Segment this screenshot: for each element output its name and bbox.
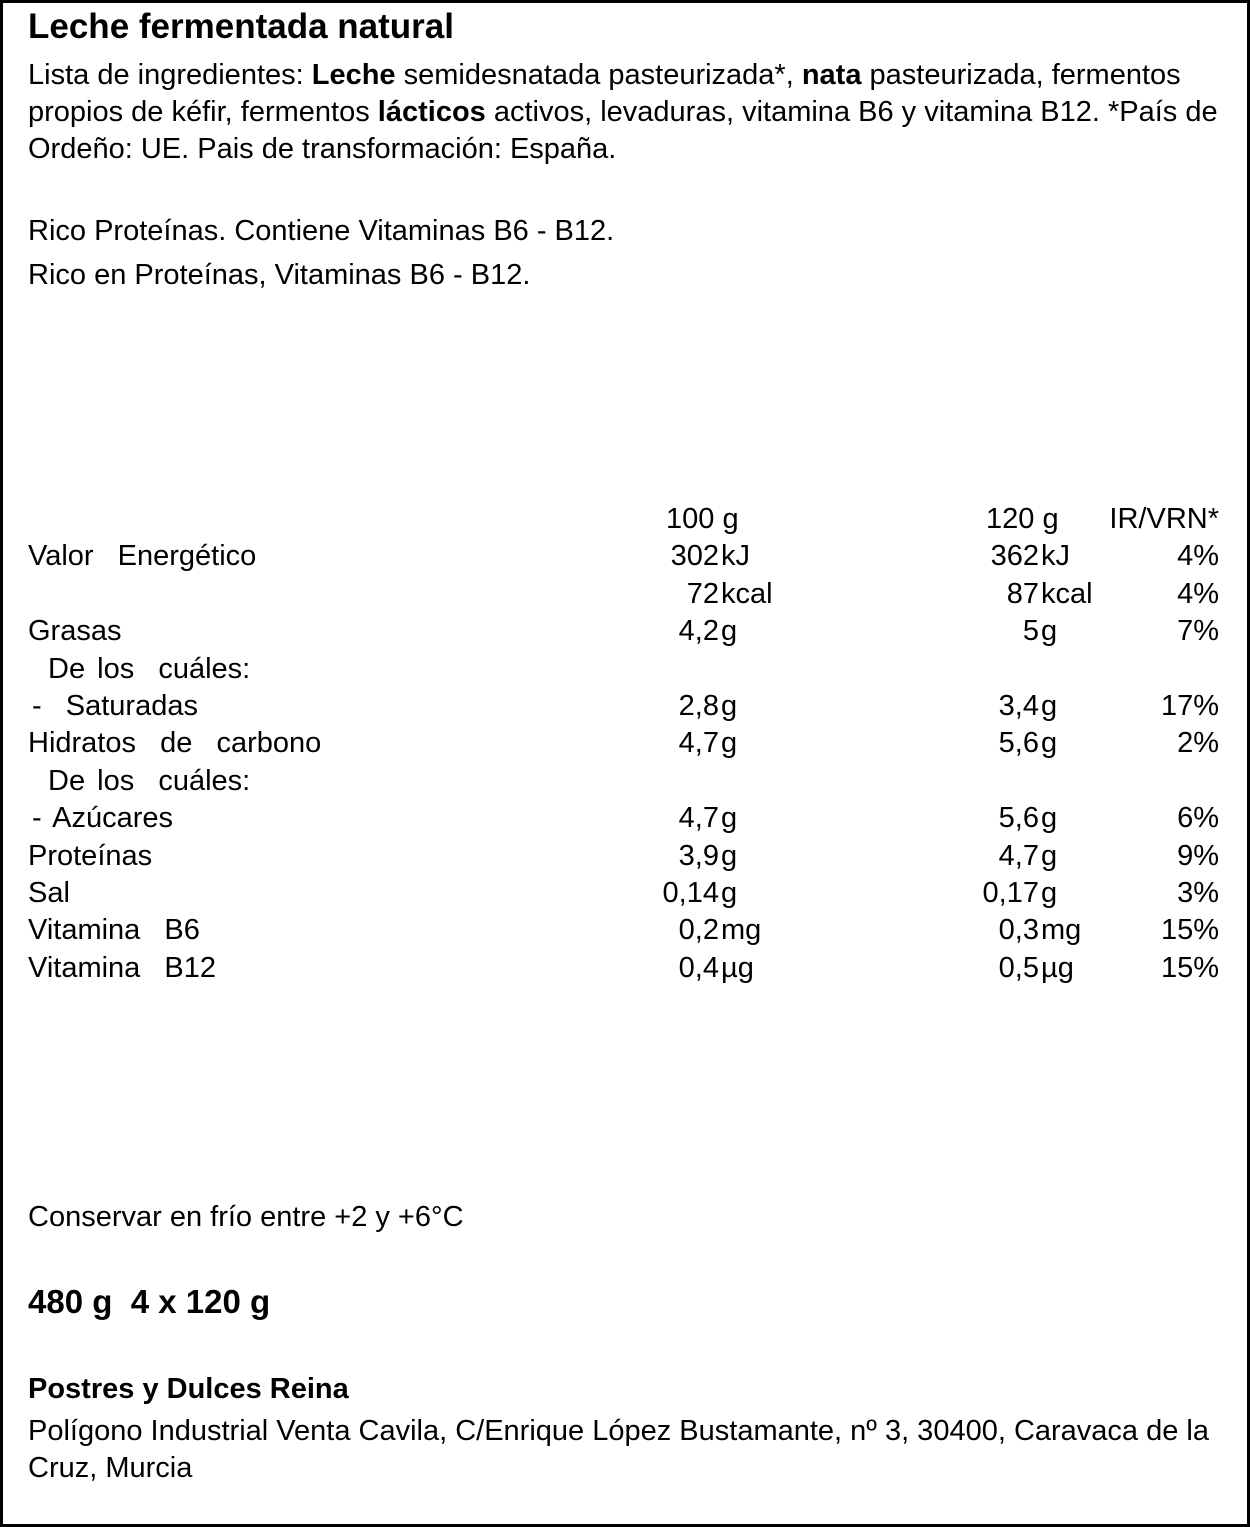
value-per-120g: 3,4 bbox=[998, 689, 1039, 722]
value-per-120g: 5,6 bbox=[998, 727, 1039, 760]
ir-vrn-percent: 15% bbox=[1160, 951, 1219, 984]
value-per-120g: 362 bbox=[990, 540, 1039, 573]
ir-vrn-percent: 4% bbox=[1177, 577, 1219, 610]
unit-per-120g: g bbox=[1041, 727, 1058, 760]
unit-per-120g: g bbox=[1041, 615, 1058, 648]
unit-per-100g: g bbox=[721, 802, 738, 835]
value-per-100g: 0,14 bbox=[662, 876, 719, 909]
ir-vrn-percent: 6% bbox=[1177, 802, 1219, 835]
unit-per-100g: g bbox=[721, 615, 738, 648]
unit-per-100g: g bbox=[721, 876, 738, 909]
value-per-100g: 3,9 bbox=[678, 839, 719, 872]
product-title: Leche fermentada natural bbox=[28, 7, 454, 46]
value-per-120g: 0,3 bbox=[998, 914, 1039, 947]
unit-per-120g: mg bbox=[1041, 914, 1082, 947]
ir-vrn-percent: 3% bbox=[1177, 876, 1219, 909]
unit-per-120g: kJ bbox=[1041, 540, 1070, 573]
nutrition-row bbox=[3, 688, 1250, 725]
ingredient-allergen: lácticos bbox=[377, 96, 486, 128]
nutrition-row bbox=[3, 651, 1250, 688]
value-per-100g: 4,7 bbox=[678, 802, 719, 835]
ingredient-text: Lista de ingredientes: bbox=[28, 59, 312, 91]
nutrient-name: Sal bbox=[28, 876, 70, 909]
header-per-120g: 120 g bbox=[986, 503, 1059, 535]
ingredient-text: activos, levaduras, vitamina B6 y vitamina B12. *País de Ordeño: UE. Pais de transformación: España. bbox=[28, 96, 1218, 165]
ingredient-allergen: Leche bbox=[311, 59, 396, 91]
unit-per-100g: g bbox=[721, 727, 738, 760]
unit-per-100g: kJ bbox=[721, 540, 750, 573]
unit-per-100g: g bbox=[721, 689, 738, 722]
nutrient-name: De los cuáles: bbox=[48, 652, 251, 685]
unit-per-100g: µg bbox=[721, 951, 754, 984]
ingredients-list bbox=[28, 57, 1228, 168]
nutrition-claim-2: Rico en Proteínas, Vitaminas B6 - B12. bbox=[28, 259, 531, 291]
value-per-120g: 87 bbox=[1006, 577, 1039, 610]
nutrition-row bbox=[3, 800, 1250, 837]
unit-per-120g: µg bbox=[1041, 951, 1074, 984]
nutrition-row bbox=[3, 613, 1250, 650]
ingredient-allergen: nata bbox=[801, 59, 862, 91]
nutrient-name: Vitamina B6 bbox=[28, 914, 200, 947]
nutrient-name: Valor Energético bbox=[28, 540, 257, 573]
ingredient-text: pasteurizada, fermentos propios de kéfir, fermentos bbox=[28, 59, 1181, 128]
nutrition-row bbox=[3, 763, 1250, 800]
ir-vrn-percent: 17% bbox=[1160, 689, 1219, 722]
value-per-100g: 72 bbox=[686, 577, 719, 610]
unit-per-100g: mg bbox=[721, 914, 762, 947]
nutrient-name: Grasas bbox=[28, 615, 122, 648]
value-per-120g: 4,7 bbox=[998, 839, 1039, 872]
value-per-120g: 5,6 bbox=[998, 802, 1039, 835]
nutrient-name: Proteínas bbox=[28, 839, 153, 872]
nutrition-claim-1: Rico Proteínas. Contiene Vitaminas B6 - B12. bbox=[28, 215, 615, 247]
value-per-100g: 0,4 bbox=[678, 951, 719, 984]
nutrient-name: Vitamina B12 bbox=[28, 951, 217, 984]
nutrition-table bbox=[3, 501, 1250, 987]
nutrition-row bbox=[3, 538, 1250, 575]
value-per-100g: 2,8 bbox=[678, 689, 719, 722]
ir-vrn-percent: 15% bbox=[1160, 914, 1219, 947]
nutrition-row bbox=[3, 950, 1250, 987]
nutrition-row bbox=[3, 875, 1250, 912]
value-per-100g: 302 bbox=[670, 540, 719, 573]
ingredient-text: semidesnatada pasteurizada*, bbox=[395, 59, 802, 91]
ir-vrn-percent: 2% bbox=[1177, 727, 1219, 760]
nutrient-name: - Azúcares bbox=[32, 802, 173, 835]
unit-per-120g: g bbox=[1041, 839, 1058, 872]
nutrition-row bbox=[3, 838, 1250, 875]
unit-per-120g: g bbox=[1041, 876, 1058, 909]
nutrition-row bbox=[3, 912, 1250, 949]
company-address: Polígono Industrial Venta Cavila, C/Enrique López Bustamante, nº 3, 30400, Caravaca de la Cruz, Murcia bbox=[28, 1415, 1209, 1484]
unit-per-120g: g bbox=[1041, 802, 1058, 835]
nutrient-name: De los cuáles: bbox=[48, 764, 251, 797]
ir-vrn-percent: 9% bbox=[1177, 839, 1219, 872]
storage-instructions: Conservar en frío entre +2 y +6°C bbox=[28, 1201, 464, 1233]
company-name: Postres y Dulces Reina bbox=[28, 1373, 349, 1405]
unit-per-100g: g bbox=[721, 839, 738, 872]
nutrition-header-row bbox=[3, 501, 1250, 538]
unit-per-120g: kcal bbox=[1041, 577, 1093, 610]
header-ir-vrn: IR/VRN* bbox=[1109, 503, 1219, 535]
nutrition-row bbox=[3, 725, 1250, 762]
value-per-120g: 5 bbox=[1022, 615, 1039, 648]
net-weight: 480 g 4 x 120 g bbox=[28, 1283, 271, 1320]
value-per-100g: 0,2 bbox=[678, 914, 719, 947]
nutrient-name: - Saturadas bbox=[32, 689, 198, 722]
value-per-120g: 0,5 bbox=[998, 951, 1039, 984]
ir-vrn-percent: 7% bbox=[1177, 615, 1219, 648]
value-per-100g: 4,2 bbox=[678, 615, 719, 648]
header-per-100g: 100 g bbox=[666, 503, 739, 535]
nutrient-name: Hidratos de carbono bbox=[28, 727, 322, 760]
value-per-120g: 0,17 bbox=[982, 876, 1039, 909]
nutrition-row bbox=[3, 576, 1250, 613]
unit-per-120g: g bbox=[1041, 689, 1058, 722]
unit-per-100g: kcal bbox=[721, 577, 773, 610]
ir-vrn-percent: 4% bbox=[1177, 540, 1219, 573]
value-per-100g: 4,7 bbox=[678, 727, 719, 760]
